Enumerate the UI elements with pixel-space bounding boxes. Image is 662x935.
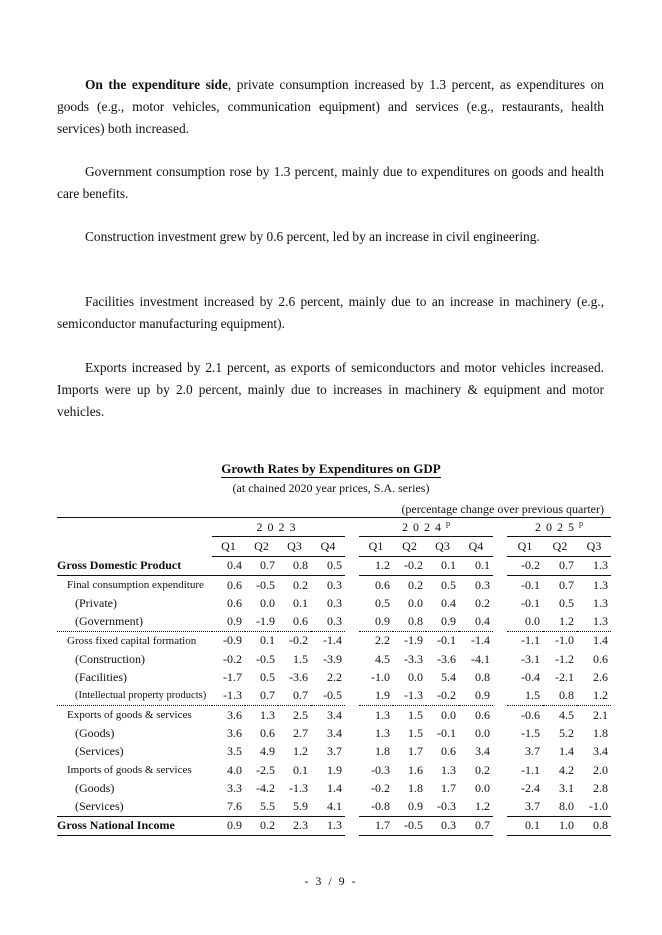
table-row [57, 724, 611, 742]
paragraph-lead: On the expenditure side [85, 77, 228, 92]
row-label: (Private) [75, 595, 117, 610]
column-gap [345, 612, 359, 631]
cell-value: 0.9 [227, 614, 242, 629]
cell-value: 0.1 [441, 558, 456, 573]
cell-value: 4.2 [559, 762, 574, 777]
column-gap [345, 779, 359, 797]
row-label: Imports of goods & services [67, 764, 192, 776]
cell-value: -1.3 [404, 688, 423, 703]
cell-value: 0.1 [293, 595, 308, 610]
row-label: (Goods) [75, 725, 115, 740]
table-row [57, 743, 611, 761]
cell-value: 0.5 [260, 670, 275, 685]
column-gap [345, 724, 359, 742]
cell-value: 1.3 [593, 558, 608, 573]
cell-value: 0.1 [507, 816, 543, 835]
cell-value: 0.1 [475, 558, 490, 573]
column-gap [493, 650, 507, 668]
column-gap [345, 816, 359, 835]
cell-value: -1.3 [223, 688, 242, 703]
row-label: (Intellectual property products) [75, 690, 207, 702]
cell-value: 3.4 [593, 744, 608, 759]
column-gap [493, 556, 507, 575]
cell-value: 8.0 [559, 799, 574, 814]
column-gap [345, 594, 359, 612]
cell-value: 1.0 [543, 816, 577, 835]
table-row [57, 556, 611, 575]
cell-value: -2.5 [256, 762, 275, 777]
cell-value: 1.2 [559, 614, 574, 629]
cell-value: -1.5 [521, 725, 540, 740]
year-header-row [57, 518, 611, 537]
paragraph-government [57, 161, 604, 205]
cell-value: -1.1 [507, 631, 543, 650]
cell-value: 0.7 [459, 816, 493, 835]
cell-value: 4.1 [327, 799, 342, 814]
cell-value: 1.8 [375, 744, 390, 759]
table-row [57, 705, 611, 724]
cell-value: 3.7 [525, 744, 540, 759]
cell-value: 2.6 [593, 670, 608, 685]
row-label: Exports of goods & services [57, 705, 212, 724]
cell-value: 0.6 [227, 595, 242, 610]
quarter-label: Q1 [212, 537, 245, 556]
cell-value: 0.3 [426, 816, 459, 835]
cell-value: 0.3 [459, 575, 493, 594]
paragraph-text: Facilities investment increased by 2.6 percent, mainly due to an increase in machinery (e.g., semiconductor manufacturing equipment). [57, 294, 604, 331]
quarter-label: Q3 [278, 537, 311, 556]
cell-value: 5.2 [559, 725, 574, 740]
row-label: (Government) [75, 614, 143, 629]
cell-value: -1.2 [555, 651, 574, 666]
table-row [57, 687, 611, 706]
cell-value: 1.7 [441, 780, 456, 795]
cell-value: 1.3 [359, 705, 393, 724]
paragraph-expenditure [57, 74, 604, 140]
row-label: (Services) [75, 744, 124, 759]
cell-value: 2.5 [278, 705, 311, 724]
cell-value: 0.1 [245, 631, 278, 650]
row-label: (Services) [75, 799, 124, 814]
cell-value: 1.5 [393, 705, 426, 724]
cell-value: 1.2 [593, 688, 608, 703]
quarter-label: Q2 [543, 537, 577, 556]
cell-value: 0.6 [459, 705, 493, 724]
cell-value: -0.9 [212, 631, 245, 650]
cell-value: 1.4 [577, 631, 611, 650]
column-gap [493, 724, 507, 742]
quarter-label: Q3 [426, 537, 459, 556]
quarter-label: Q2 [245, 537, 278, 556]
table-subtitle: (at chained 2020 year prices, S.A. series) [232, 481, 430, 495]
cell-value: 1.5 [293, 651, 308, 666]
cell-value: -0.2 [404, 558, 423, 573]
cell-value: -1.0 [589, 799, 608, 814]
cell-value: 1.3 [577, 575, 611, 594]
paragraph-text: , private consumption increased by 1.3 percent, as expenditures on goods (e.g., motor vehicles, communication equipment) and services (e.g., restaurants, health services) both increased. [57, 77, 605, 136]
page-number: - 3 / 9 - [304, 874, 358, 888]
cell-value: -4.2 [256, 780, 275, 795]
cell-value: 1.4 [327, 780, 342, 795]
cell-value: 1.3 [593, 614, 608, 629]
cell-value: 3.3 [227, 780, 242, 795]
cell-value: 0.0 [525, 614, 540, 629]
row-label: (Construction) [75, 651, 145, 666]
column-gap [345, 668, 359, 686]
column-gap [493, 668, 507, 686]
cell-value: 0.0 [426, 705, 459, 724]
cell-value: -0.3 [437, 799, 456, 814]
cell-value: -1.9 [256, 614, 275, 629]
cell-value: 0.5 [375, 595, 390, 610]
column-gap [493, 631, 507, 650]
table-row [57, 650, 611, 668]
column-gap [345, 687, 359, 706]
cell-value: 0.4 [441, 595, 456, 610]
cell-value: 1.3 [593, 595, 608, 610]
quarter-label: Q4 [459, 537, 493, 556]
column-gap [345, 797, 359, 816]
cell-value: 3.1 [559, 780, 574, 795]
cell-value: -1.7 [223, 670, 242, 685]
cell-value: 3.7 [525, 799, 540, 814]
table-row [57, 575, 611, 594]
column-gap [345, 650, 359, 668]
cell-value: 0.7 [260, 558, 275, 573]
row-label: Gross fixed capital formation [57, 631, 212, 650]
cell-value: 5.5 [260, 799, 275, 814]
cell-value: 4.9 [260, 744, 275, 759]
cell-value: 0.6 [293, 614, 308, 629]
cell-value: -0.1 [507, 575, 543, 594]
cell-value: 0.5 [426, 575, 459, 594]
cell-value: 0.1 [293, 762, 308, 777]
cell-value: 1.3 [311, 816, 345, 835]
row-label: Gross Domestic Product [57, 557, 182, 572]
column-gap [493, 575, 507, 594]
cell-value: -1.3 [289, 780, 308, 795]
cell-value: 3.4 [327, 725, 342, 740]
table-body [57, 556, 611, 835]
quarter-label: Q2 [393, 537, 426, 556]
column-gap [493, 761, 507, 779]
cell-value: 0.2 [278, 575, 311, 594]
paragraph-text: Government consumption rose by 1.3 percent, mainly due to expenditures on goods and health care benefits. [57, 164, 604, 201]
column-gap [493, 797, 507, 816]
cell-value: 0.0 [475, 780, 490, 795]
row-label: Gross National Income [57, 816, 212, 835]
cell-value: 1.6 [408, 762, 423, 777]
cell-value: 2.3 [278, 816, 311, 835]
cell-value: 0.3 [327, 614, 342, 629]
table-row [57, 779, 611, 797]
column-gap [493, 816, 507, 835]
cell-value: 1.8 [593, 725, 608, 740]
column-gap [345, 743, 359, 761]
table-row [57, 668, 611, 686]
cell-value: -1.0 [543, 631, 577, 650]
cell-value: -0.1 [426, 631, 459, 650]
year-2023: 2023 [212, 518, 345, 537]
cell-value: 0.6 [593, 651, 608, 666]
cell-value: 4.5 [543, 705, 577, 724]
cell-value: 4.5 [375, 651, 390, 666]
cell-value: 2.1 [577, 705, 611, 724]
cell-value: 0.9 [475, 688, 490, 703]
cell-value: -4.1 [471, 651, 490, 666]
cell-value: -3.3 [404, 651, 423, 666]
table-row [57, 797, 611, 816]
quarter-label: Q1 [359, 537, 393, 556]
cell-value: -3.6 [289, 670, 308, 685]
row-label: (Goods) [75, 780, 115, 795]
cell-value: 3.4 [311, 705, 345, 724]
column-gap [493, 687, 507, 706]
cell-value: 0.0 [260, 595, 275, 610]
cell-value: 2.2 [327, 670, 342, 685]
table-row [57, 612, 611, 631]
column-gap [345, 761, 359, 779]
cell-value: -1.1 [521, 762, 540, 777]
cell-value: 0.2 [245, 816, 278, 835]
cell-value: 5.9 [293, 799, 308, 814]
cell-value: -0.2 [437, 688, 456, 703]
column-gap [345, 556, 359, 575]
paragraph-facilities [57, 291, 604, 335]
year-2025: 2025$^p$ [507, 518, 611, 537]
cell-value: 0.7 [260, 688, 275, 703]
column-gap [493, 594, 507, 612]
cell-value: 0.4 [227, 558, 242, 573]
cell-value: 0.7 [559, 558, 574, 573]
column-gap [493, 705, 507, 724]
cell-value: 2.2 [359, 631, 393, 650]
cell-value: 0.8 [408, 614, 423, 629]
cell-value: -0.4 [521, 670, 540, 685]
column-gap [345, 631, 359, 650]
cell-value: 3.7 [327, 744, 342, 759]
cell-value: 0.7 [543, 575, 577, 594]
cell-value: 1.4 [559, 744, 574, 759]
cell-value: 0.0 [408, 595, 423, 610]
cell-value: -0.8 [371, 799, 390, 814]
cell-value: 0.5 [327, 558, 342, 573]
cell-value: -0.5 [256, 651, 275, 666]
cell-value: -0.5 [245, 575, 278, 594]
paragraph-construction [57, 226, 604, 248]
quarter-header-row [57, 537, 611, 556]
cell-value: 0.6 [359, 575, 393, 594]
cell-value: 0.7 [293, 688, 308, 703]
cell-value: 0.9 [375, 614, 390, 629]
cell-value: 1.3 [441, 762, 456, 777]
cell-value: 0.9 [441, 614, 456, 629]
year-2024: 2024$^p$ [359, 518, 493, 537]
cell-value: 0.6 [212, 575, 245, 594]
column-gap [345, 705, 359, 724]
cell-value: 0.0 [408, 670, 423, 685]
cell-value: 0.3 [327, 595, 342, 610]
cell-value: 0.9 [408, 799, 423, 814]
cell-value: 0.5 [559, 595, 574, 610]
table-unit: (percentage change over previous quarter) [401, 502, 604, 516]
cell-value: -1.4 [459, 631, 493, 650]
table-title: Growth Rates by Expenditures on GDP [221, 461, 441, 476]
cell-value: 0.4 [475, 614, 490, 629]
cell-value: 1.5 [525, 688, 540, 703]
cell-value: 1.7 [359, 816, 393, 835]
cell-value: -3.9 [323, 651, 342, 666]
cell-value: 0.8 [293, 558, 308, 573]
paragraph-text: Construction investment grew by 0.6 percent, led by an increase in civil engineering. [85, 229, 540, 244]
gdp-growth-table [57, 517, 611, 836]
cell-value: -0.2 [223, 651, 242, 666]
cell-value: -1.9 [393, 631, 426, 650]
cell-value: -1.4 [311, 631, 345, 650]
cell-value: 0.2 [475, 762, 490, 777]
cell-value: -2.4 [521, 780, 540, 795]
cell-value: 3.4 [475, 744, 490, 759]
cell-value: -0.2 [278, 631, 311, 650]
cell-value: 1.2 [293, 744, 308, 759]
table-row [57, 761, 611, 779]
column-gap [493, 743, 507, 761]
cell-value: -0.1 [521, 595, 540, 610]
table-row [57, 594, 611, 612]
quarter-label: Q3 [577, 537, 611, 556]
cell-value: 2.8 [593, 780, 608, 795]
cell-value: 3.5 [227, 744, 242, 759]
quarter-label: Q4 [311, 537, 345, 556]
cell-value: 2.0 [593, 762, 608, 777]
cell-value: 7.6 [227, 799, 242, 814]
column-gap [493, 779, 507, 797]
cell-value: 1.2 [475, 799, 490, 814]
cell-value: 0.3 [311, 575, 345, 594]
cell-value: 0.8 [559, 688, 574, 703]
cell-value: -0.3 [371, 762, 390, 777]
cell-value: -1.0 [371, 670, 390, 685]
quarter-label: Q1 [507, 537, 543, 556]
cell-value: -0.2 [371, 780, 390, 795]
row-label: Final consumption expenditure [57, 575, 212, 594]
cell-value: 0.2 [475, 595, 490, 610]
row-label: (Facilities) [75, 670, 127, 685]
table-row [57, 816, 611, 835]
cell-value: -3.1 [521, 651, 540, 666]
cell-value: -2.1 [555, 670, 574, 685]
cell-value: 5.4 [441, 670, 456, 685]
cell-value: 1.3 [375, 725, 390, 740]
cell-value: 1.2 [375, 558, 390, 573]
cell-value: 0.2 [393, 575, 426, 594]
cell-value: 3.6 [212, 705, 245, 724]
cell-value: 4.0 [227, 762, 242, 777]
cell-value: 2.7 [293, 725, 308, 740]
cell-value: -0.5 [393, 816, 426, 835]
cell-value: 0.9 [212, 816, 245, 835]
cell-value: -3.6 [437, 651, 456, 666]
cell-value: 0.8 [475, 670, 490, 685]
cell-value: 0.6 [441, 744, 456, 759]
cell-value: 3.6 [227, 725, 242, 740]
cell-value: 1.9 [375, 688, 390, 703]
paragraph-trade [57, 357, 604, 423]
cell-value: -0.6 [507, 705, 543, 724]
cell-value: 1.8 [408, 780, 423, 795]
cell-value: 1.5 [408, 725, 423, 740]
column-gap [493, 612, 507, 631]
cell-value: 1.9 [327, 762, 342, 777]
cell-value: -0.1 [437, 725, 456, 740]
cell-value: 0.6 [260, 725, 275, 740]
cell-value: 0.0 [475, 725, 490, 740]
cell-value: 1.7 [408, 744, 423, 759]
column-gap [345, 575, 359, 594]
paragraph-text: Exports increased by 2.1 percent, as exports of semiconductors and motor vehicles increased. Imports were up by 2.0 percent, mainly due to increases in machinery & equipment and motor vehicles. [57, 360, 604, 419]
cell-value: -0.2 [521, 558, 540, 573]
table-row [57, 631, 611, 650]
cell-value: -0.5 [323, 688, 342, 703]
cell-value: 0.8 [577, 816, 611, 835]
cell-value: 1.3 [245, 705, 278, 724]
